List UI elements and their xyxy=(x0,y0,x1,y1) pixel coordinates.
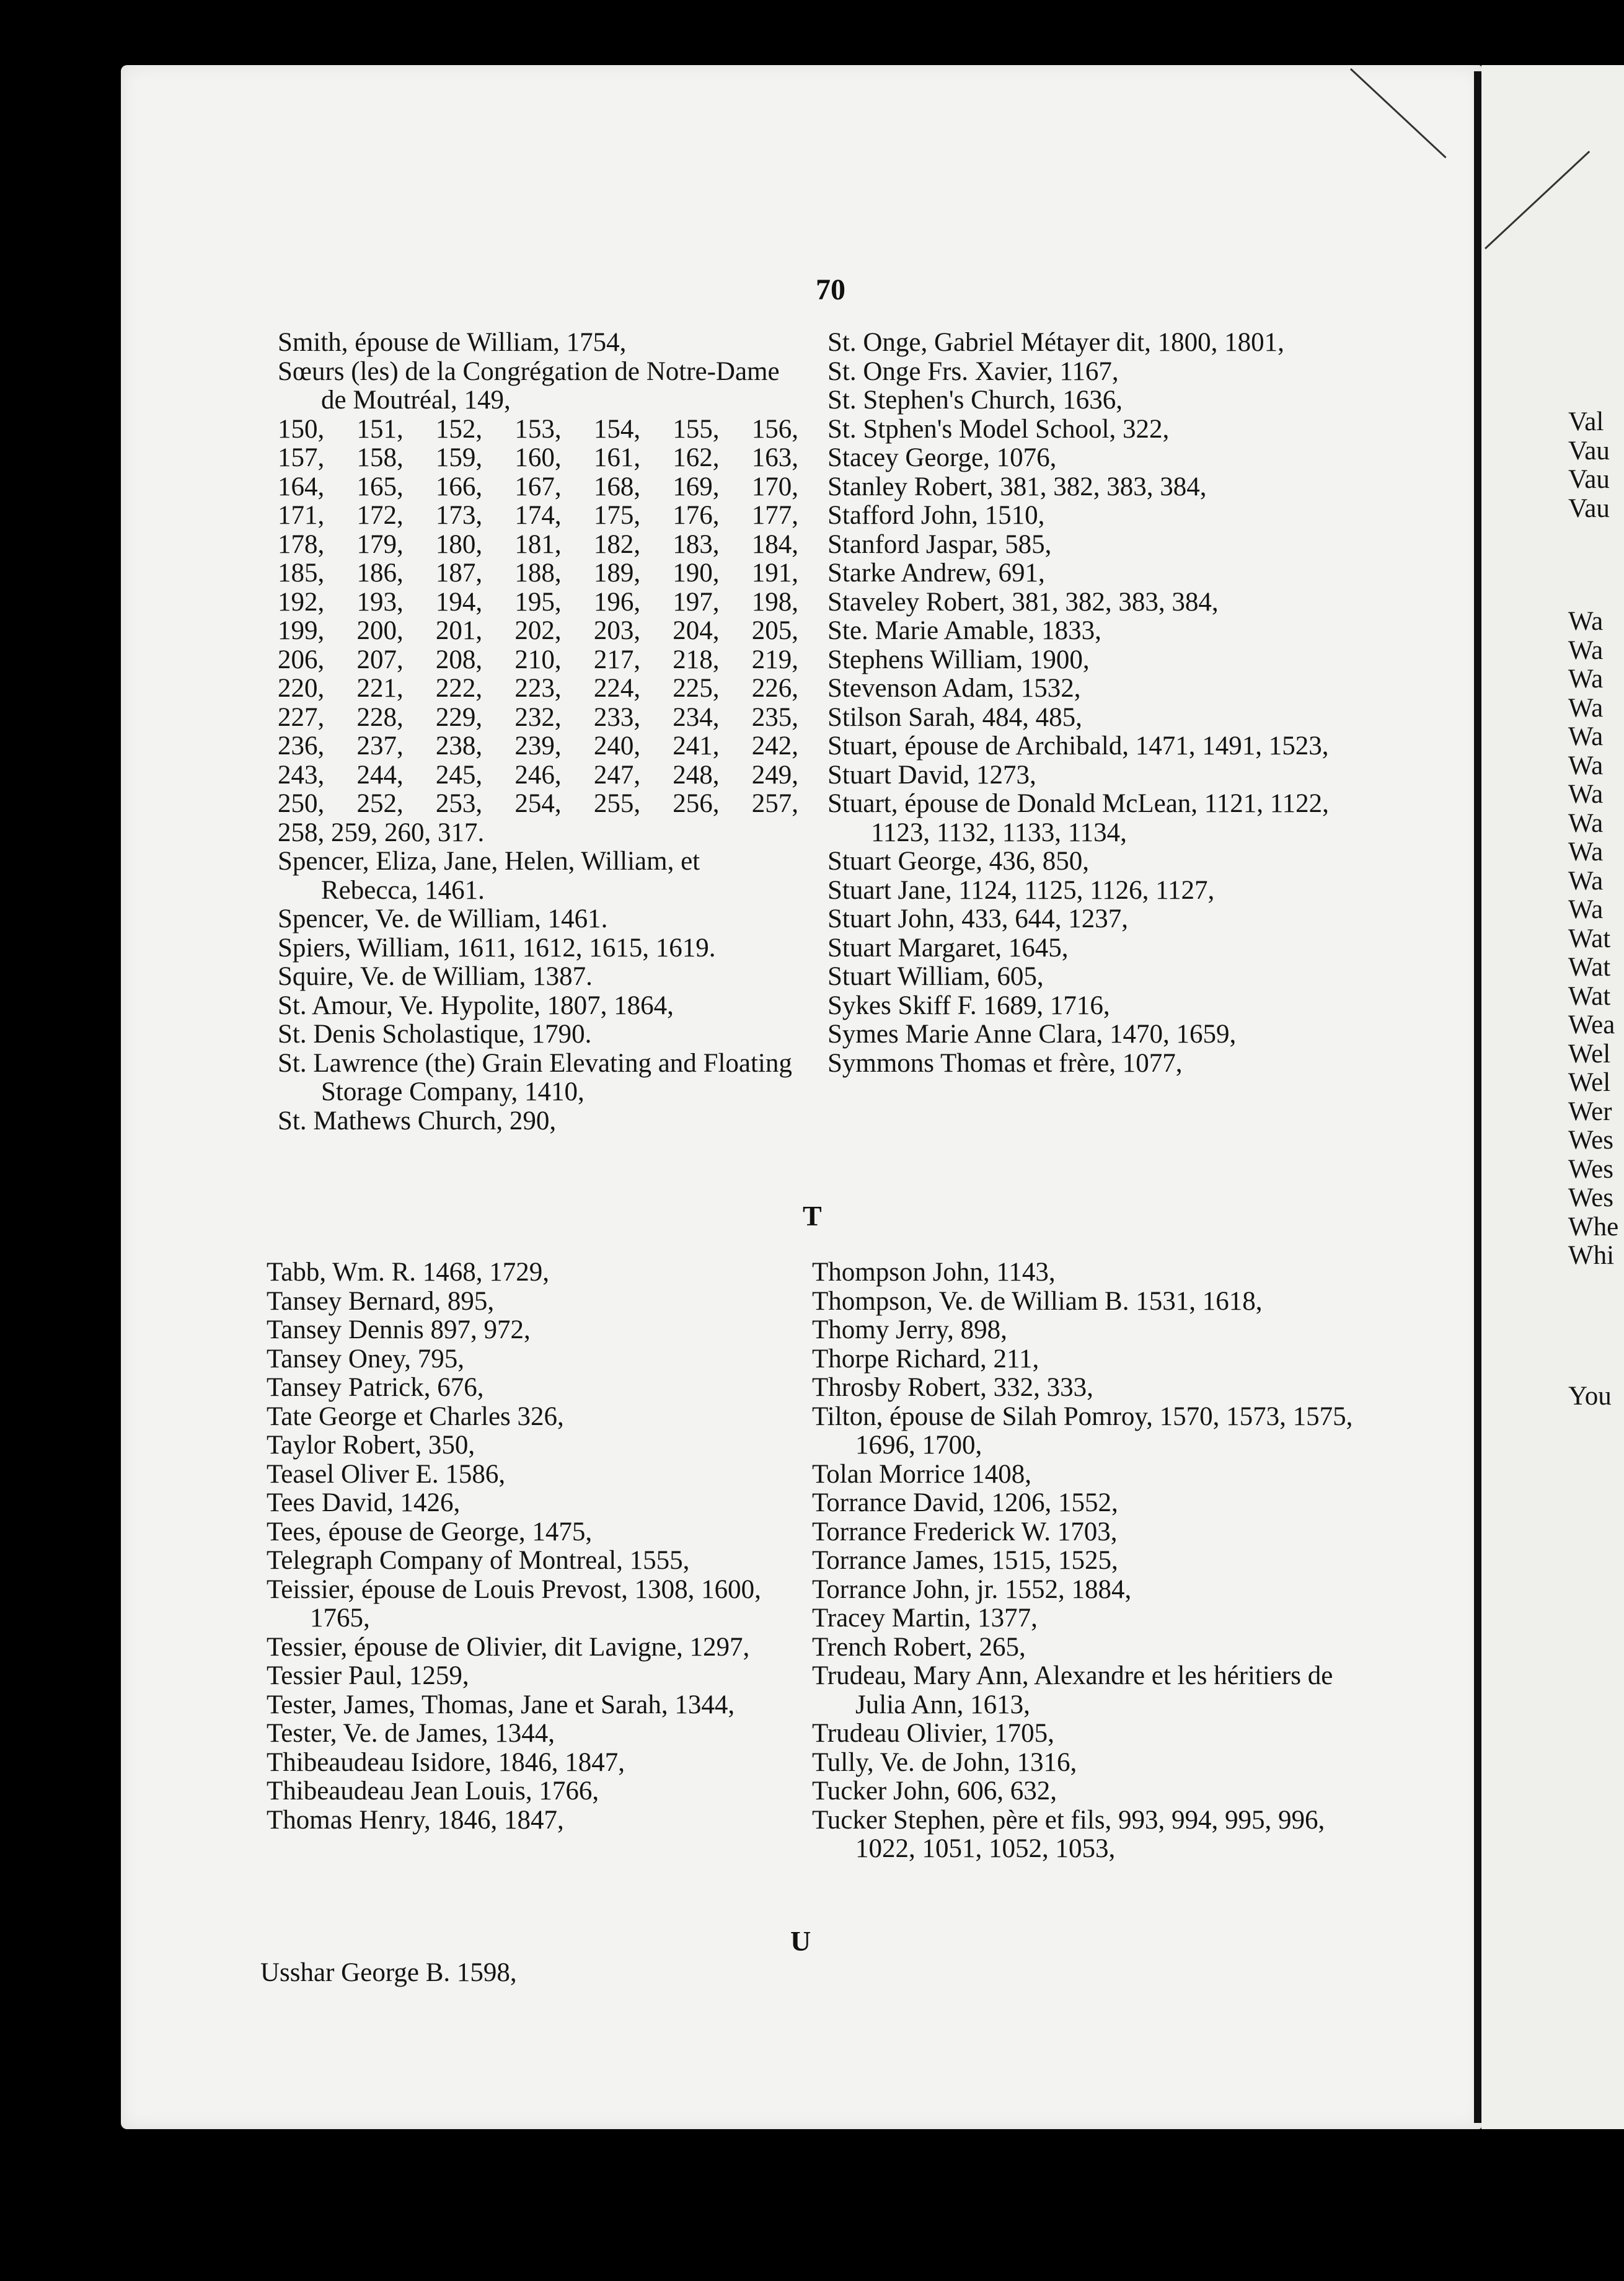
facing-page-word-fragment: Wea xyxy=(1568,1011,1615,1039)
index-entry: Ste. Marie Amable, 1833, xyxy=(827,616,1101,645)
facing-page-word-fragment: Wer xyxy=(1568,1097,1612,1126)
index-entry: 220, 221, 222, 223, 224, 225, 226, xyxy=(278,674,798,703)
index-entry: Symmons Thomas et frère, 1077, xyxy=(827,1048,1183,1078)
index-entry: Tansey Patrick, 676, xyxy=(267,1373,484,1402)
facing-page-word-fragment: Wes xyxy=(1568,1184,1613,1212)
index-entry: Stuart Margaret, 1645, xyxy=(827,933,1069,963)
index-entry: Torrance John, jr. 1552, 1884, xyxy=(812,1574,1132,1604)
facing-page-word-fragment: Wat xyxy=(1568,953,1611,982)
facing-page-word-fragment: Vau xyxy=(1568,494,1610,523)
index-entry: Teasel Oliver E. 1586, xyxy=(267,1459,506,1489)
facing-page-word-fragment: Vau xyxy=(1568,436,1610,465)
index-entry: 206, 207, 208, 210, 217, 218, 219, xyxy=(278,645,798,674)
index-column-left-s xyxy=(278,329,798,1136)
index-entry: Thompson, Ve. de William B. 1531, 1618, xyxy=(812,1286,1263,1316)
index-entry: St. Mathews Church, 290, xyxy=(278,1106,557,1136)
index-entry: Starke Andrew, 691, xyxy=(827,558,1045,588)
index-entry: St. Onge Frs. Xavier, 1167, xyxy=(827,356,1119,386)
index-entry: Thibeaudeau Isidore, 1846, 1847, xyxy=(267,1747,625,1777)
facing-page-word-fragment: Wa xyxy=(1568,838,1604,867)
index-entry: St. Lawrence (the) Grain Elevating and Floating Storage Company, 1410, xyxy=(278,1048,792,1106)
index-entry: Thorpe Richard, 211, xyxy=(812,1344,1039,1374)
index-entry: Smith, épouse de William, 1754, xyxy=(278,328,627,357)
index-entry: Thomy Jerry, 898, xyxy=(812,1315,1007,1344)
index-entry: Stilson Sarah, 484, 485, xyxy=(827,702,1082,732)
facing-page-word-fragment: Wes xyxy=(1568,1126,1613,1155)
facing-page-fragment xyxy=(1568,1382,1624,1411)
facing-page-word-fragment: Wa xyxy=(1568,694,1604,723)
index-entry: 199, 200, 201, 202, 203, 204, 205, xyxy=(278,616,798,645)
index-entry: Teissier, épouse de Louis Prevost, 1308, 1600, 1765, xyxy=(267,1574,761,1633)
index-entry: Stuart, épouse de Donald McLean, 1121, 1122, 1123, 1132, 1133, 1134, xyxy=(827,789,1329,847)
index-entry: Tate George et Charles 326, xyxy=(267,1401,564,1431)
index-entry: Usshar George B. 1598, xyxy=(260,1958,517,1987)
index-entry: Torrance David, 1206, 1552, xyxy=(812,1488,1118,1517)
facing-page-word-fragment: Wa xyxy=(1568,896,1604,924)
index-entry: 243, 244, 245, 246, 247, 248, 249, xyxy=(278,760,798,790)
facing-page-word-fragment: Wa xyxy=(1568,636,1604,665)
facing-page-word-fragment: Vau xyxy=(1568,465,1610,494)
index-entry: Stuart John, 433, 644, 1237, xyxy=(827,904,1128,933)
index-entry: 185, 186, 187, 188, 189, 190, 191, xyxy=(278,558,798,588)
facing-page-fragment xyxy=(1568,607,1624,1271)
index-entry: Tessier, épouse de Olivier, dit Lavigne, 1297, xyxy=(267,1632,750,1662)
index-entry: Torrance Frederick W. 1703, xyxy=(812,1517,1118,1546)
facing-page-word-fragment: Wat xyxy=(1568,982,1611,1011)
index-entry: 157, 158, 159, 160, 161, 162, 163, xyxy=(278,443,798,472)
index-entry: Tracey Martin, 1377, xyxy=(812,1604,1038,1633)
index-entry: Tees, épouse de George, 1475, xyxy=(267,1517,593,1546)
index-entry: Taylor Robert, 350, xyxy=(267,1431,475,1460)
index-entry: Staveley Robert, 381, 382, 383, 384, xyxy=(827,587,1219,617)
index-entry: St. Stphen's Model School, 322, xyxy=(827,414,1170,444)
index-entry: Tolan Morrice 1408, xyxy=(812,1459,1032,1489)
section-heading-u: U xyxy=(790,1925,811,1957)
index-entry: Spiers, William, 1611, 1612, 1615, 1619. xyxy=(278,933,716,963)
index-entry: 150, 151, 152, 153, 154, 155, 156, xyxy=(278,414,798,444)
index-entry: St. Amour, Ve. Hypolite, 1807, 1864, xyxy=(278,990,674,1020)
index-entry: St. Onge, Gabriel Métayer dit, 1800, 1801, xyxy=(827,328,1284,357)
facing-page-word-fragment: Whi xyxy=(1568,1242,1615,1270)
facing-page-word-fragment: Wa xyxy=(1568,780,1604,809)
facing-page-word-fragment: Whe xyxy=(1568,1212,1619,1242)
index-entry: Trudeau Olivier, 1705, xyxy=(812,1719,1054,1748)
facing-page-word-fragment: Wa xyxy=(1568,607,1604,636)
index-entry: Stuart Jane, 1124, 1125, 1126, 1127, xyxy=(827,875,1215,905)
index-entry: Thomas Henry, 1846, 1847, xyxy=(267,1805,564,1835)
index-entry: Tansey Dennis 897, 972, xyxy=(267,1315,531,1344)
facing-page-word-fragment: Wes xyxy=(1568,1155,1613,1184)
index-entry: Tully, Ve. de John, 1316, xyxy=(812,1747,1077,1777)
index-entry: Tucker John, 606, 632, xyxy=(812,1776,1057,1806)
facing-page-word-fragment: Val xyxy=(1568,408,1604,436)
index-entry: Tansey Oney, 795, xyxy=(267,1344,465,1374)
index-entry: Stuart George, 436, 850, xyxy=(827,847,1089,876)
facing-page-word-fragment: Wel xyxy=(1568,1039,1611,1069)
index-entry: Trudeau, Mary Ann, Alexandre et les héritiers de Julia Ann, 1613, xyxy=(812,1661,1333,1719)
index-entry: Stuart, épouse de Archibald, 1471, 1491, 1523, xyxy=(827,731,1329,761)
index-entry: Telegraph Company of Montreal, 1555, xyxy=(267,1546,690,1575)
index-entry: Tessier Paul, 1259, xyxy=(267,1661,469,1690)
index-entry: Tucker Stephen, père et fils, 993, 994, 995, 996, 1022, 1051, 1052, 1053, xyxy=(812,1805,1325,1863)
index-entry: Throsby Robert, 332, 333, xyxy=(812,1373,1093,1402)
section-heading-t: T xyxy=(803,1200,822,1232)
index-entry: Stevenson Adam, 1532, xyxy=(827,674,1081,703)
index-entry: Tees David, 1426, xyxy=(267,1488,461,1517)
facing-page-word-fragment: Wa xyxy=(1568,867,1604,896)
facing-page-word-fragment: Wa xyxy=(1568,665,1604,694)
index-entry: Stacey George, 1076, xyxy=(827,443,1057,472)
facing-page-word-fragment: Wa xyxy=(1568,751,1604,780)
index-entry: Stuart David, 1273, xyxy=(827,760,1036,790)
facing-page-word-fragment: Wel xyxy=(1568,1069,1611,1097)
index-entry: St. Stephen's Church, 1636, xyxy=(827,386,1123,415)
index-entry: Tester, Ve. de James, 1344, xyxy=(267,1719,555,1748)
facing-page-fragment xyxy=(1568,408,1624,523)
facing-page-word-fragment: You xyxy=(1568,1382,1612,1411)
index-entry: 236, 237, 238, 239, 240, 241, 242, xyxy=(278,731,798,761)
page-number: 70 xyxy=(816,273,845,306)
index-entry: Trench Robert, 265, xyxy=(812,1632,1026,1662)
index-entry: Stephens William, 1900, xyxy=(827,645,1090,674)
index-entry: St. Denis Scholastique, 1790. xyxy=(278,1020,592,1049)
index-entry: Spencer, Ve. de William, 1461. xyxy=(278,904,608,933)
index-entry: Tansey Bernard, 895, xyxy=(267,1286,495,1316)
book-spine xyxy=(1474,71,1481,2123)
index-entry: Stanley Robert, 381, 382, 383, 384, xyxy=(827,472,1207,501)
index-entry: 171, 172, 173, 174, 175, 176, 177, xyxy=(278,501,798,530)
facing-page-word-fragment: Wa xyxy=(1568,723,1604,751)
index-column-left-u xyxy=(260,1959,793,1988)
index-entry: 250, 252, 253, 254, 255, 256, 257, xyxy=(278,789,798,818)
index-entry: Thompson John, 1143, xyxy=(812,1258,1056,1287)
index-entry: Stafford John, 1510, xyxy=(827,501,1045,530)
index-entry: Tester, James, Thomas, Jane et Sarah, 1344, xyxy=(267,1690,735,1719)
index-entry: Squire, Ve. de William, 1387. xyxy=(278,962,593,991)
index-entry: 227, 228, 229, 232, 233, 234, 235, xyxy=(278,702,798,732)
index-entry: 258, 259, 260, 317. xyxy=(278,818,485,847)
index-column-right-t xyxy=(812,1258,1364,1864)
index-entry: 192, 193, 194, 195, 196, 197, 198, xyxy=(278,587,798,617)
index-entry: Stanford Jaspar, 585, xyxy=(827,529,1052,559)
facing-page-word-fragment: Wat xyxy=(1568,924,1611,953)
index-column-right-s xyxy=(827,329,1367,1078)
index-entry: Symes Marie Anne Clara, 1470, 1659, xyxy=(827,1020,1237,1049)
index-entry: Sœurs (les) de la Congrégation de Notre-Dame de Moutréal, 149, xyxy=(278,356,780,415)
index-entry: 178, 179, 180, 181, 182, 183, 184, xyxy=(278,529,798,559)
index-entry: Stuart William, 605, xyxy=(827,962,1044,991)
index-entry: 164, 165, 166, 167, 168, 169, 170, xyxy=(278,472,798,501)
index-entry: Thibeaudeau Jean Louis, 1766, xyxy=(267,1776,599,1806)
index-entry: Torrance James, 1515, 1525, xyxy=(812,1546,1118,1575)
facing-page-word-fragment: Wa xyxy=(1568,809,1604,838)
index-entry: Spencer, Eliza, Jane, Helen, William, et Rebecca, 1461. xyxy=(278,847,700,905)
index-entry: Tabb, Wm. R. 1468, 1729, xyxy=(267,1258,550,1287)
scan-background xyxy=(121,2129,1624,2281)
index-entry: Tilton, épouse de Silah Pomroy, 1570, 1573, 1575, 1696, 1700, xyxy=(812,1401,1353,1460)
index-entry: Sykes Skiff F. 1689, 1716, xyxy=(827,990,1110,1020)
index-column-left-t xyxy=(267,1258,800,1835)
